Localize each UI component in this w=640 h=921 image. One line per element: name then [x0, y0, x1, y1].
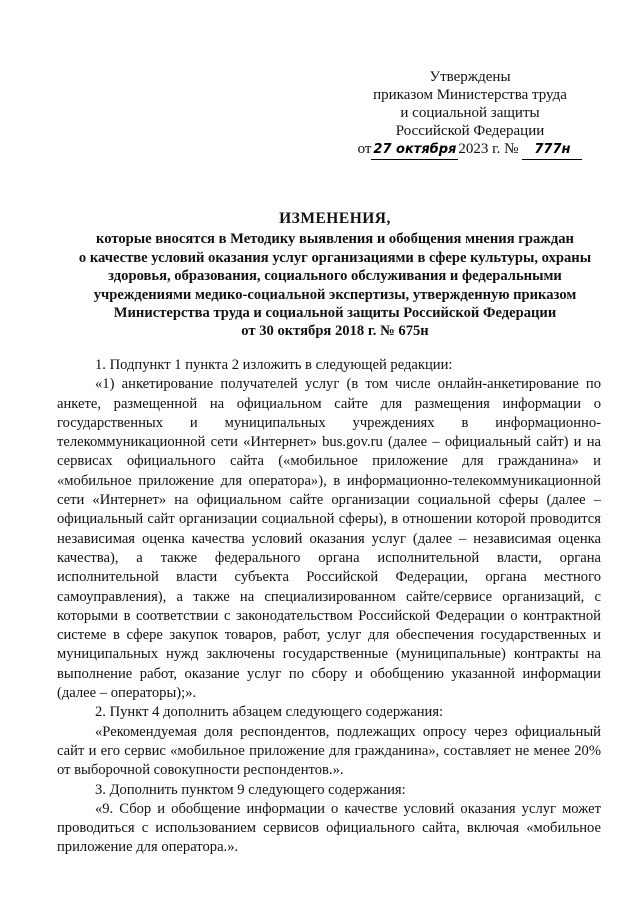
paragraph-point-3-text: «9. Сбор и обобщение информации о качестве условий оказания услуг может проводиться с использованием сервисов официального сайта, включая «мобильное приложение для оператора.». [57, 800, 601, 856]
handwritten-order-number: 777н [522, 141, 582, 160]
approval-line-1: Утверждены [429, 69, 511, 85]
heading-line: которые вносятся в Методику выявления и обобщения мнения граждан [96, 231, 574, 248]
handwritten-date: 27 октября [371, 141, 458, 160]
paragraph-point-2-text: «Рекомендуемая доля респондентов, подлежащих опросу через официальный сайт и его сервис «мобильное приложение для гражданина», составляет не менее 20% от выборочной совокупности респондентов.». [57, 723, 601, 779]
paragraph-point-1: 1. Подпункт 1 пункта 2 изложить в следующей редакции: [95, 357, 453, 373]
date-prefix: от [357, 141, 372, 157]
heading-line: от 30 октября 2018 г. № 675н [241, 323, 429, 340]
approval-line-2: приказом Министерства труда [373, 87, 567, 103]
approval-block [357, 68, 580, 160]
approval-line-4: Российской Федерации [395, 123, 545, 139]
heading-line: учреждениями медико-социальной экспертизы, утвержденную приказом [93, 286, 577, 303]
paragraph-point-2: 2. Пункт 4 дополнить абзацем следующего содержания: [95, 704, 444, 721]
heading-title: ИЗМЕНЕНИЯ, [279, 210, 391, 227]
approval-date-line [357, 140, 580, 160]
approval-line-3: и социальной защиты [400, 105, 540, 121]
paragraph-point-1-text: «1) анкетирование получателей услуг (в том числе онлайн-анкетирование по анкете, размещенной на официальном сайте для размещения информации о государственных и муниципальных учреждениях в информационно-телекоммуникационной сети «Интернет» bus.gov.ru (далее – официальный сайт) и на сервисах официального сайта («мобильное приложение для гражданина» и «мобильное приложение для оператора»), в информационно-телекоммуникационной сети «Интернет» на официальном сайте организации социальной сферы (далее – официальный сайт организации социальной сферы), в отношении которой проводится независимая оценка качества условий оказания услуг (далее – независимая оценка качества), а также федерального органа исполнительной власти, органа исполнительной власти субъекта Российской Федерации, органа местного самоуправления), а также на специализированном сайте/сервисе организаций, с которыми в соответствии с законодательством Российской Федерации о контрактной системе в сфере закупок товаров, работ, услуг для обеспечения государственных и муниципальных нужд заключены государственные (муниципальные) контракты на выполнение работ, оказание услуг по сбору и обобщению указанной информации (далее – операторы);». [57, 376, 601, 702]
document-body [57, 356, 601, 858]
date-suffix: 2023 г. № [458, 141, 519, 157]
heading-line: здоровья, образования, социального обслуживания и федеральными [108, 268, 562, 285]
document-heading [40, 210, 630, 341]
heading-line: Министерства труда и социальной защиты Российской Федерации [113, 305, 557, 322]
heading-line: о качестве условий оказания услуг организациями в сфере культуры, охраны [78, 249, 592, 266]
paragraph-point-3: 3. Дополнить пунктом 9 следующего содержания: [95, 781, 406, 798]
